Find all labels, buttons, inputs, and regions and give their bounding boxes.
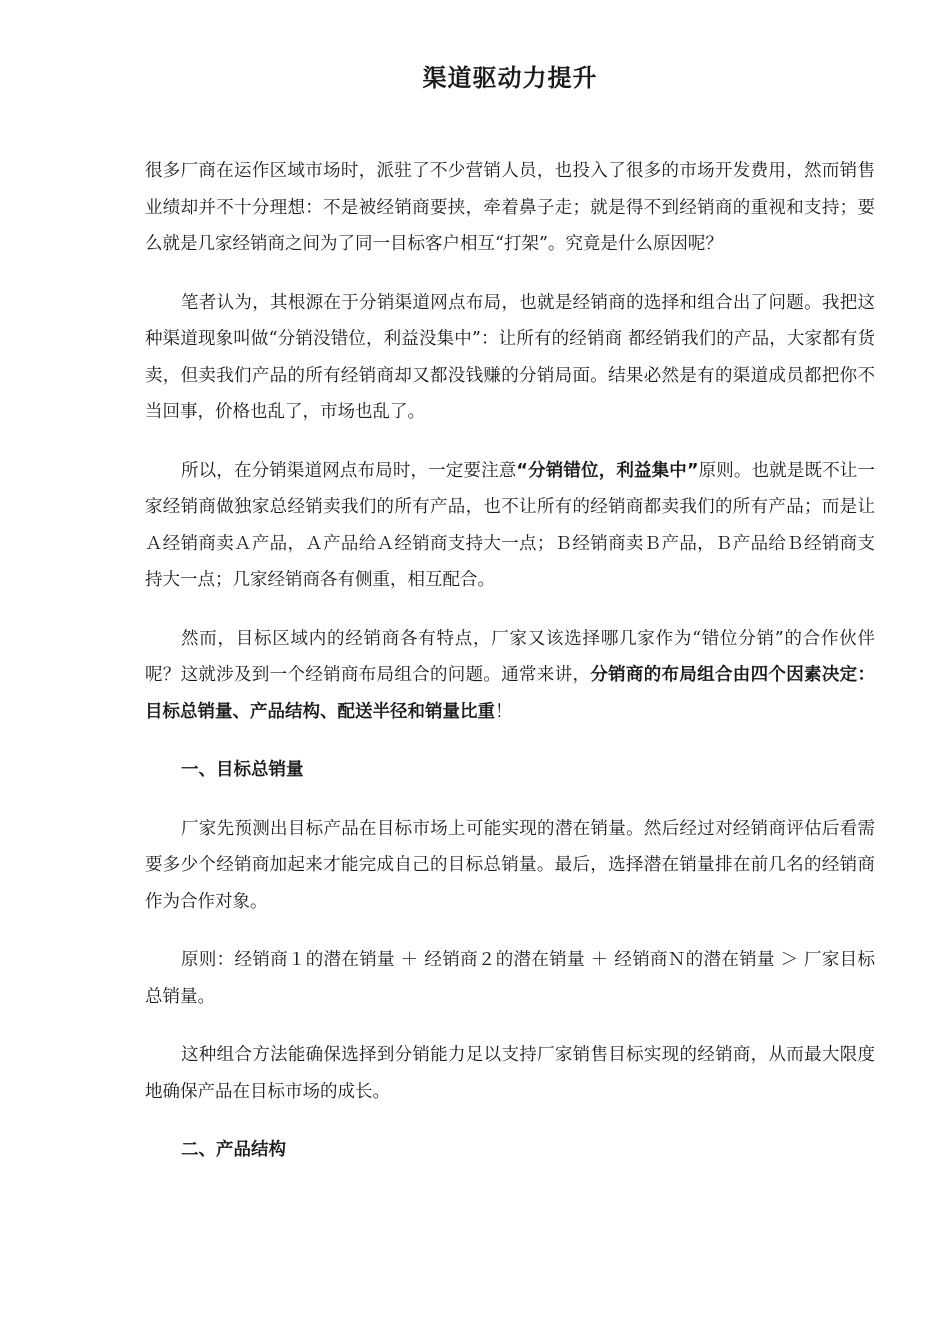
paragraph-factors-text-1: 然而，目标区域内的经销商各有特点，厂家又该选择哪几家作为“错位分销”的合作伙伴呢？这就涉及到一个经销商布局组合的问题。通常来讲，: [145, 628, 875, 685]
paragraph-root-cause: 笔者认为，其根源在于分销渠道网点布局，也就是经销商的选择和组合出了问题。我把这种渠道现象叫做“分销没错位，利益没集中”：让所有的经销商 都经销我们的产品，大家都有货卖，但卖我们产品的所有经销商却又都没钱赚的分销局面。结果必然是有的渠道成员都把你不当回事，价格也乱了，市场也乱了。: [145, 292, 875, 422]
paragraph-target-sales: 厂家先预测出目标产品在目标市场上可能实现的潜在销量。然后经过对经销商评估后看需要多少个经销商加起来才能完成自己的目标总销量。最后，选择潜在销量排在前几名的经销商作为合作对象。: [145, 818, 875, 912]
paragraph-principle-text-2: 原则。也就是既不让一家经销商做独家总经销卖我们的所有产品，也不让所有的经销商都卖我们的所有产品；而是让Ａ经销商卖Ａ产品，Ａ产品给Ａ经销商支持大一点；Ｂ经销商卖Ｂ产品，Ｂ产品给Ｂ经销商支持大一点；几家经销商各有侧重，相互配合。: [145, 460, 876, 590]
paragraph-factors-text-2: ！: [495, 701, 513, 722]
section-heading-product-structure: 二、产品结构: [181, 1140, 286, 1160]
document-title: 渠道驱动力提升: [422, 64, 598, 92]
paragraph-combination: 这种组合方法能确保选择到分销能力足以支持厂家销售目标实现的经销商，从而最大限度地确保产品在目标市场的成长。: [145, 1045, 875, 1102]
paragraph-factors: [145, 621, 875, 731]
factors-highlight: 分销商的布局组合由四个因素决定：目标总销量、产品结构、配送半径和销量比重: [145, 665, 875, 722]
paragraph-principle-text-1: 所以，在分销渠道网点布局时，一定要注意: [181, 460, 517, 481]
principle-highlight: “分销错位，利益集中”: [516, 460, 699, 481]
paragraph-principle: [145, 453, 875, 599]
section-heading-target-sales: 一、目标总销量: [181, 760, 304, 780]
paragraph-intro: 很多厂商在运作区域市场时，派驻了不少营销人员，也投入了很多的市场开发费用，然而销售业绩却并不十分理想：不是被经销商要挟，牵着鼻子走；就是得不到经销商的重视和支持；要么就是几家经销商之间为了同一目标客户相互“打架”。究竟是什么原因呢？: [145, 161, 875, 254]
paragraph-formula: 原则：经销商１的潜在销量 ＋ 经销商２的潜在销量 ＋ 经销商Ｎ的潜在销量 ＞ 厂家目标总销量。: [145, 950, 875, 1007]
document-body: [145, 153, 875, 1191]
